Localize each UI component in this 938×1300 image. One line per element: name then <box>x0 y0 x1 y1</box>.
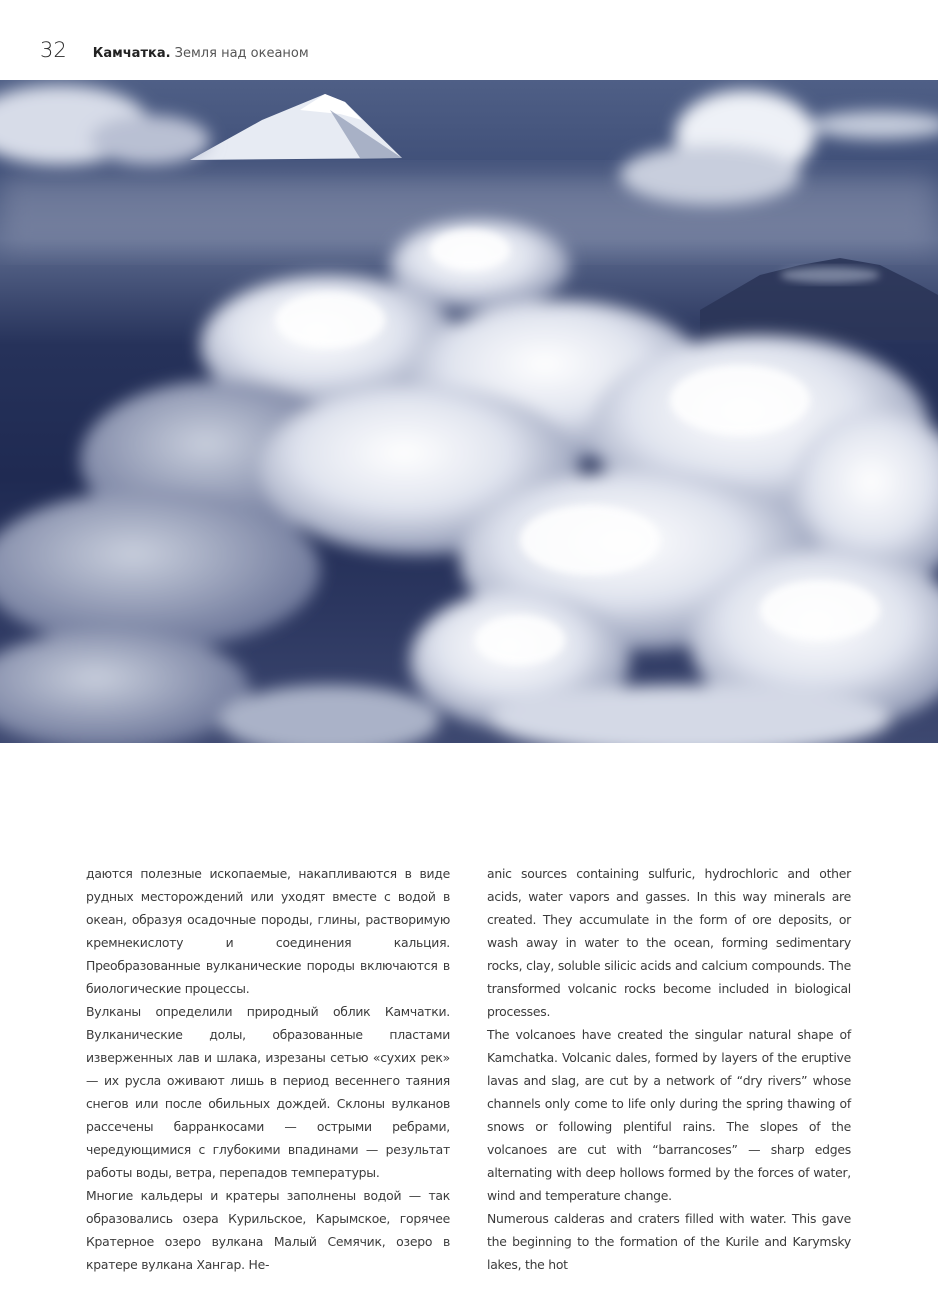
english-paragraph-1: anic sources containing sulfuric, hydrochloric and other acids, water vapors and gasses. In this way minerals are created. They accumulate in the form of ore deposits, or wash away in water to the ocean, forming sedimentary rocks, clay, soluble silicic acids and calcium compounds. The transformed volcanic rocks become included in biological processes. <box>487 866 851 1019</box>
photo-illustration <box>0 80 938 743</box>
english-text-column <box>487 862 851 1276</box>
page-header <box>40 38 309 64</box>
page-number: 32 <box>40 38 67 62</box>
english-paragraph-2: The volcanoes have created the singular natural shape of Kamchatka. Volcanic dales, formed by layers of the eruptive lavas and slag, are cut by a network of “dry rivers” whose channels only come to life only during the spring thawing of snows or following plentiful rains. The slopes of the volcanoes are cut with “barrancoses” — sharp edges alternating with deep hollows formed by the forces of water, wind and temperature change. <box>487 1027 851 1203</box>
russian-paragraph-3: Многие кальдеры и кратеры заполнены водой — так образовались озера Курильское, Карымское, горячее Кратерное озеро вулкана Малый Семячик, озеро в кратере вулкана Хангар. Не- <box>86 1188 450 1272</box>
running-title-bold: Камчатка. <box>92 46 171 61</box>
clouds-over-volcano-photo <box>0 80 938 743</box>
russian-paragraph-1: даются полезные ископаемые, накапливаются в виде рудных месторождений или уходят вместе с водой в океан, образуя осадочные породы, глины, растворимую кремнекислоту и соединения кальция. Преобразованные вулканические породы включаются в биологические процессы. <box>86 866 450 996</box>
running-title <box>93 46 309 61</box>
english-paragraph-3: Numerous calderas and craters filled with water. This gave the beginning to the formation of the Kurile and Karymsky lakes, the hot <box>487 1211 851 1272</box>
russian-text-column <box>86 862 450 1276</box>
russian-paragraph-2: Вулканы определили природный облик Камчатки. Вулканические долы, образованные пластами изверженных лав и шлака, изрезаны сетью «сухих рек» — их русла оживают лишь в период весеннего таяния снегов или после обильных дождей. Склоны вулканов рассечены барранкосами — острыми ребрами, чередующимися с глубокими впадинами — результат работы воды, ветра, перепадов температуры. <box>86 1004 450 1180</box>
running-title-rest: Земля над океаном <box>174 46 309 61</box>
